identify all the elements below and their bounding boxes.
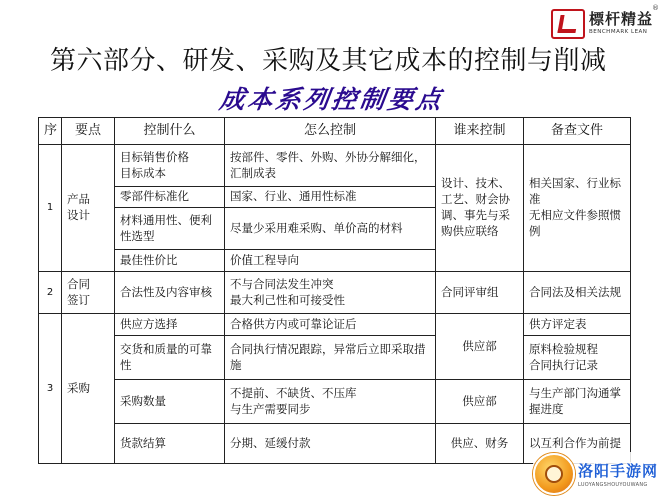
header-cell-no: 序 (39, 118, 62, 145)
control-who: 供应部 (436, 314, 524, 380)
control-how: 价值工程导向 (225, 250, 436, 272)
row-number: 1 (39, 145, 62, 272)
brand-logo-icon (551, 9, 585, 39)
table-row (39, 380, 631, 424)
header-cell-point: 要点 (62, 118, 115, 145)
control-point: 产品 设计 (62, 145, 115, 272)
control-what: 货款结算 (115, 424, 225, 464)
cost-control-table (38, 117, 631, 464)
control-what: 供应方选择 (115, 314, 225, 336)
control-how: 不与合同法发生冲突 最大利己性和可接受性 (225, 272, 436, 314)
watermark-logo-icon (533, 453, 575, 495)
control-what: 材料通用性、便利性选型 (115, 208, 225, 250)
control-what: 交货和质量的可靠性 (115, 336, 225, 380)
watermark-name: 洛阳手游网 (578, 462, 659, 480)
control-point: 合同 签订 (62, 272, 115, 314)
control-point: 采购 (62, 314, 115, 464)
table-row (39, 145, 631, 187)
table-row (39, 314, 631, 336)
control-what: 合法性及内容审核 (115, 272, 225, 314)
header-cell-who: 谁来控制 (436, 118, 524, 145)
header-cell-docs: 备查文件 (524, 118, 631, 145)
table-row (39, 336, 631, 380)
brand-logo-name-en: BENCHMARK LEAN (588, 29, 648, 36)
control-what: 零部件标准化 (115, 187, 225, 208)
control-who: 供应、财务 (436, 424, 524, 464)
page-subtitle: 成本系列控制要点 (217, 85, 446, 114)
page-title: 第六部分、研发、采购及其它成本的控制与削减 (50, 46, 607, 76)
table-row (39, 272, 631, 314)
control-how: 不提前、不缺货、不压库 与生产需要同步 (225, 380, 436, 424)
control-how: 按部件、零件、外购、外协分解细化，汇制成表 (225, 145, 436, 187)
control-how: 合同执行情况跟踪，异常后立即采取措施 (225, 336, 436, 380)
reference-docs: 供方评定表 (524, 314, 631, 336)
reference-docs: 相关国家、行业标准 无相应文件参照惯例 (524, 145, 631, 272)
control-what: 采购数量 (115, 380, 225, 424)
brand-logo-name: 標杆精益 (588, 10, 653, 29)
registered-mark: ® (652, 4, 659, 12)
control-how: 合格供方内或可靠论证后 (225, 314, 436, 336)
row-number: 2 (39, 272, 62, 314)
control-who: 供应部 (436, 380, 524, 424)
watermark-name-en: LUOYANGSHOUYOUWANG (578, 482, 648, 488)
header-cell-how: 怎么控制 (225, 118, 436, 145)
control-what: 目标销售价格 目标成本 (115, 145, 225, 187)
control-who: 设计、技术、工艺、财会协调、事先与采购供应联络 (436, 145, 524, 272)
control-what: 最佳性价比 (115, 250, 225, 272)
control-who: 合同评审组 (436, 272, 524, 314)
control-how: 分期、延缓付款 (225, 424, 436, 464)
reference-docs: 与生产部门沟通掌握进度 (524, 380, 631, 424)
header-cell-what: 控制什么 (115, 118, 225, 145)
reference-docs: 合同法及相关法规 (524, 272, 631, 314)
brand-logo (551, 4, 659, 42)
row-number: 3 (39, 314, 62, 464)
reference-docs: 原料检验规程 合同执行记录 (524, 336, 631, 380)
table-header-row (39, 118, 631, 145)
site-watermark (533, 452, 661, 496)
control-how: 尽量少采用难采购、单价高的材料 (225, 208, 436, 250)
control-how: 国家、行业、通用性标准 (225, 187, 436, 208)
reference-docs: 以互利合作为前提 (524, 424, 631, 464)
